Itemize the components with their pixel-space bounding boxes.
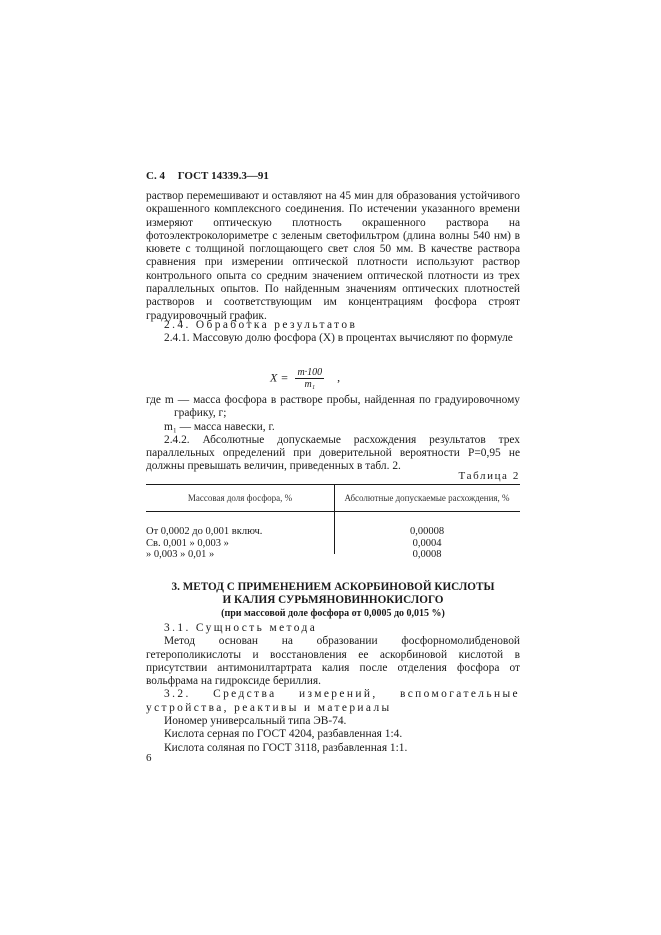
paragraph-3-1: Метод основан на образовании фосфорномолибденовой гетерополикислоты и восстановления ее аскорбиновой кислотой в присутствии антимонилтартрата калия после отделения фосфора от вольфрама на гидроксиде бериллия. — [146, 635, 520, 688]
table-2 — [146, 484, 520, 561]
definition-m: где m — масса фосфора в растворе пробы, найденная по градуировочному графику, г; — [146, 394, 520, 420]
paragraph-2-4-2: 2.4.2. Абсолютные допускаемые расхождения результатов трех параллельных определений при доверительной вероятности P=0,95 не должны превышать величин, приведенных в табл. 2. — [146, 433, 520, 473]
table-col2-header: Абсолютные допускаемые расхождения, % — [344, 493, 510, 503]
formula — [270, 367, 340, 390]
paragraph-calibration: раствор перемешивают и оставляют на 45 мин для образования устойчивого окрашенного комплексного соединения. По истечении указанного времени измеряют оптическую плотность окрашенного раствора на фотоэлектроколориметре с зеленым светофильтром (длина волны 540 нм) в кювете с толщиной поглощающего свет слоя 50 мм. В качестве раствора сравнения при измерении оптической плотности используют раствор контрольного опыта со средним значением оптической плотности из трех параллельных опытов. По найденным значениям оптических плотностей растворов и соответствующим им концентрациям фосфора строят градуировочный график. — [146, 190, 520, 322]
page-number: 6 — [146, 752, 152, 764]
table-row-value: 0,0004 — [412, 537, 442, 549]
table-caption: Таблица 2 — [458, 470, 520, 482]
header-standard: ГОСТ 14339.3—91 — [177, 170, 269, 182]
table-body — [146, 512, 520, 561]
table-value-column — [334, 526, 520, 561]
table-row-value: 0,00008 — [409, 526, 445, 537]
section-3-title-line2: И КАЛИЯ СУРЬМЯНОВИННОКИСЛОГО — [222, 594, 444, 606]
heading-3-2: 3.2. Средства измерений, вспомогательные устройства, реактивы и материалы — [146, 688, 520, 714]
table-row-range: » 0,003 » 0,01 » — [146, 549, 215, 560]
table-row-range: От 0,0002 до 0,001 включ. — [146, 526, 263, 537]
results-section — [146, 319, 520, 346]
formula-numerator: m·100 — [297, 367, 323, 378]
formula-trail: , — [337, 370, 341, 385]
formula-lhs: X = — [270, 370, 289, 385]
section-3-subtitle: (при массовой доле фосфора от 0,0005 до 0,015 %) — [221, 608, 445, 619]
list-item: Иономер универсальный типа ЭВ-74. — [164, 715, 347, 728]
heading-3-1: 3.1. Сущность метода — [164, 622, 318, 634]
table-column-divider — [334, 484, 335, 554]
table-range-column — [146, 526, 334, 561]
continued-paragraph-block — [146, 190, 520, 323]
section-3-body — [146, 622, 520, 755]
page-header — [146, 170, 269, 182]
table-row-range: Св. 0,001 » 0,003 » — [146, 537, 229, 549]
table-header-row — [146, 485, 520, 511]
section-3-title — [146, 581, 520, 620]
table-col1-header: Массовая доля фосфора, % — [187, 493, 293, 503]
formula-denominator: m₁ — [304, 379, 316, 390]
table-row-value: 0,0008 — [412, 549, 442, 560]
paragraph-2-4-1: 2.4.1. Массовую долю фосфора (X) в процентах вычисляют по формуле — [164, 332, 513, 345]
list-item: Кислота серная по ГОСТ 4204, разбавленная 1:4. — [164, 728, 403, 741]
section-3-title-line1: 3. МЕТОД С ПРИМЕНЕНИЕМ АСКОРБИНОВОЙ КИСЛОТЫ — [171, 581, 495, 593]
formula-fraction — [295, 367, 324, 390]
list-item: Кислота соляная по ГОСТ 3118, разбавленная 1:1. — [164, 741, 408, 754]
section-heading-2-4: 2.4. Обработка результатов — [164, 319, 358, 331]
header-page-label: С. 4 — [146, 170, 165, 182]
definition-m1: m₁ — масса навески, г. — [164, 420, 275, 433]
definitions-block — [146, 394, 520, 474]
